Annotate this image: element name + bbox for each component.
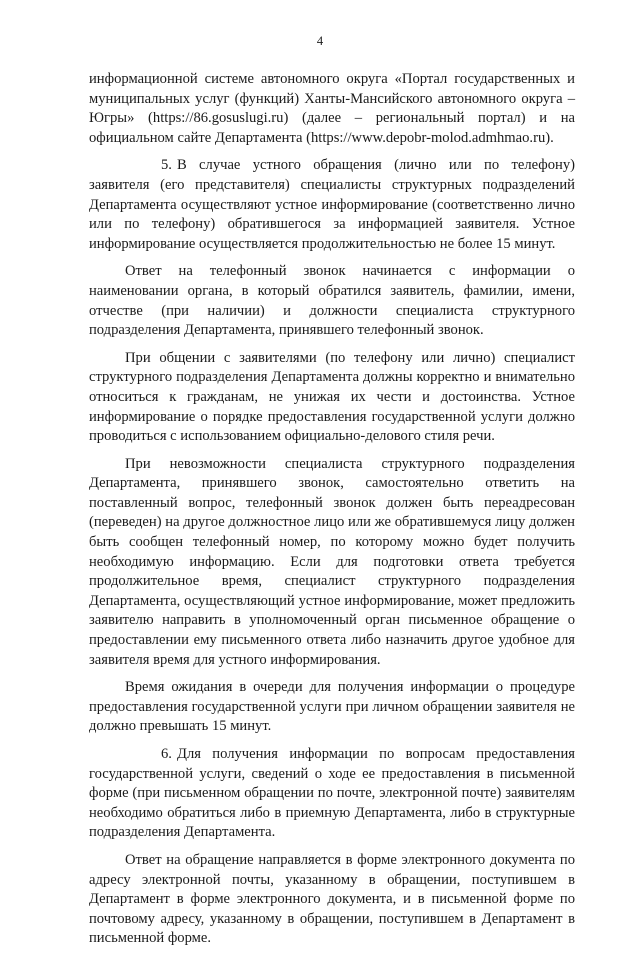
paragraph-item-6 <box>89 745 575 843</box>
paragraph-text: В случае устного обращения (лично или по телефону) заявителя (его представителя) специалисты структурных подразделений Департамента осуществляют устное информирование (соответственно лично или по телефону) обратившегося за информацией заявителя. Устное информирование осуществляется продолжительностью не более 15 минут. <box>89 157 575 252</box>
paragraph-redirect <box>89 455 575 671</box>
item-number: 6. <box>161 746 172 762</box>
paragraph-text: Для получения информации по вопросам предоставления государственной услуги, сведений о ходе ее предоставления в письменной форме (при письменном обращении по почте, электронной почте) заявителям необходимо обратиться либо в приемную Департамента, либо в структурные подразделения Департамента. <box>89 746 575 841</box>
paragraph-item-5 <box>89 156 575 254</box>
page-number: 4 <box>316 34 324 48</box>
document-body <box>89 70 575 957</box>
paragraph-text: информационной системе автономного округа «Портал государственных и муниципальных услуг (функций) Ханты-Мансийского автономного округа – Югры» (https://86.gosuslugi.ru) (далее – региональный портал) и на официальном сайте Департамента (https://www.depobr-molod.admhmao.ru). <box>89 71 575 146</box>
paragraph-wait-time <box>89 678 575 737</box>
paragraph-text: Ответ на обращение направляется в форме электронного документа по адресу электронной почты, указанному в обращении, поступившем в Департамент в форме электронного документа, и в письменной форме по почтовому адресу, указанному в обращении, поступившем в Департамент в письменной форме. <box>89 851 575 947</box>
item-number: 5. <box>161 157 172 174</box>
paragraph-communication <box>89 349 575 447</box>
paragraph-text: При невозможности специалиста структурного подразделения Департамента, принявшего звонок, самостоятельно ответить на поставленный вопрос, телефонный звонок должен быть переадресован (переведен) на другое должностное лицо или же обратившемуся лицу должен быть сообщен телефонный номер, по которому можно будет получить необходимую информацию. Если для подготовки ответа требуется продолжительное время, специалист структурного подразделения Департамента, осуществляющий устное информирование, может предложить заявителю направить в уполномоченный орган письменное обращение о предоставлении ему письменного ответа либо назначить другое удобное для заявителя время для устного информирования. <box>89 455 575 668</box>
paragraph-phone-answer <box>89 262 575 340</box>
paragraph-text: Ответ на телефонный звонок начинается с информации о наименовании органа, в который обратился заявитель, фамилии, имени, отчестве (при наличии) и должности специалиста структурного подразделения Департамента, принявшего телефонный звонок. <box>89 263 575 339</box>
paragraph-text: При общении с заявителями (по телефону или лично) специалист структурного подразделения Департамента должны корректно и внимательно относиться к гражданам, не унижая их чести и достоинства. Устное информирование о порядке предоставления государственной услуги должно проводиться с использованием официально-делового стиля речи. <box>89 349 575 445</box>
paragraph-text: Время ожидания в очереди для получения информации о процедуре предоставления государственной услуги при личном обращении заявителя не должно превышать 15 минут. <box>89 679 575 735</box>
paragraph-response-form <box>89 851 575 949</box>
paragraph-portal-info <box>89 70 575 148</box>
